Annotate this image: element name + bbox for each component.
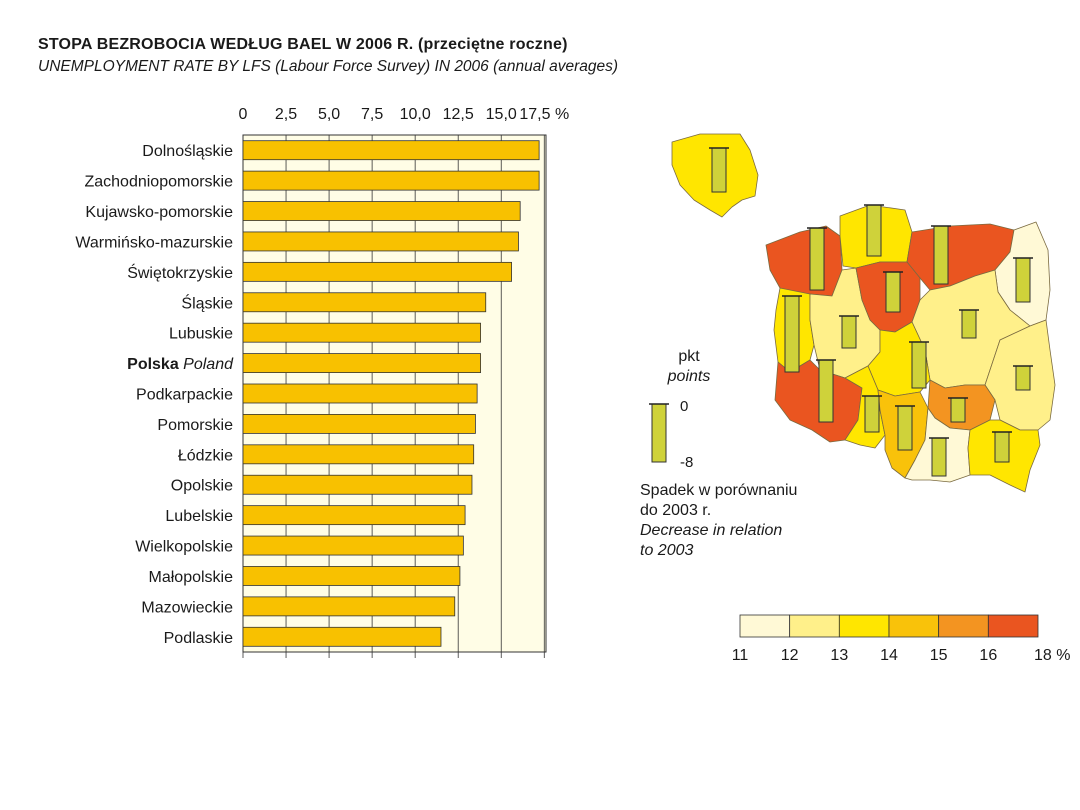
decline-bar	[712, 148, 726, 192]
chart-title: STOPA BEZROBOCIA WEDŁUG BAEL W 2006 R. (przeciętne roczne)	[38, 36, 568, 53]
category-label: Dolnośląskie	[142, 143, 233, 161]
bar	[243, 293, 486, 312]
decline-bar	[1016, 366, 1030, 390]
bar	[243, 141, 539, 160]
bar	[243, 232, 518, 251]
category-label: Warmińsko-mazurskie	[75, 234, 233, 252]
scale-tick-label: 15	[929, 647, 948, 664]
category-label: Zachodniopomorskie	[84, 173, 233, 191]
decline-bar	[898, 406, 912, 450]
x-tick-label: 12,5	[442, 106, 474, 123]
bar	[243, 202, 520, 221]
x-tick-label: 5,0	[317, 106, 341, 123]
bar-legend-caption: Spadek w porównaniu	[640, 482, 798, 499]
bar	[243, 323, 481, 342]
decline-bar	[1016, 258, 1030, 302]
scale-swatch	[988, 615, 1038, 637]
bar	[243, 597, 455, 616]
category-label: Wielkopolskie	[135, 538, 233, 556]
bar-legend-unit: pkt	[678, 348, 700, 365]
bar-legend-bottom-value: -8	[680, 454, 694, 471]
scale-swatch	[740, 615, 790, 637]
scale-tick-label: 14	[880, 647, 898, 664]
category-label: Kujawsko-pomorskie	[85, 204, 233, 222]
x-tick-label: 2,5	[274, 106, 298, 123]
map-region	[766, 226, 842, 296]
category-label: Mazowieckie	[141, 599, 233, 617]
bar	[243, 171, 539, 190]
x-tick-label: 0	[238, 106, 248, 123]
bar	[243, 384, 477, 403]
bar-legend-unit-en: points	[667, 368, 711, 385]
decline-bar	[932, 438, 946, 476]
category-label: Podlaskie	[163, 629, 233, 647]
scale-swatch	[939, 615, 989, 637]
bar-legend-top-value: 0	[680, 398, 689, 415]
category-label: Łódzkie	[177, 447, 233, 465]
bar-legend-caption: do 2003 r.	[640, 502, 712, 519]
x-tick-label: 17,5 %	[519, 106, 570, 123]
category-label: Opolskie	[170, 477, 233, 495]
bar-legend-swatch	[652, 404, 666, 462]
category-label: Pomorskie	[157, 416, 233, 434]
scale-swatch	[839, 615, 889, 637]
decline-bar	[865, 396, 879, 432]
bar	[243, 627, 441, 646]
scale-tick-label: 13	[830, 647, 849, 664]
decline-bar	[842, 316, 856, 348]
x-tick-label: 10,0	[399, 106, 431, 123]
scale-tick-label: 16	[979, 647, 998, 664]
decline-bar	[912, 342, 926, 388]
decline-bar	[995, 432, 1009, 462]
x-tick-label: 7,5	[360, 106, 384, 123]
category-label: Lubuskie	[168, 325, 233, 343]
bar-legend-caption-en: to 2003	[640, 542, 694, 559]
bar	[243, 354, 481, 373]
scale-swatch	[889, 615, 939, 637]
decline-bar	[785, 296, 799, 372]
scale-tick-label: 11	[731, 647, 749, 664]
bar	[243, 506, 465, 525]
chart-subtitle: UNEMPLOYMENT RATE BY LFS (Labour Force Survey) IN 2006 (annual averages)	[38, 58, 619, 75]
category-label: Małopolskie	[148, 568, 233, 586]
decline-bar	[962, 310, 976, 338]
bar	[243, 475, 472, 494]
decline-bar	[867, 205, 881, 256]
category-label: Polska Poland	[127, 356, 233, 374]
bar	[243, 262, 512, 281]
bar	[243, 414, 475, 433]
scale-tick-label: 18 %	[1034, 647, 1071, 664]
bar	[243, 445, 474, 464]
category-label: Podkarpackie	[136, 386, 233, 404]
bar	[243, 566, 460, 585]
x-tick-label: 15,0	[485, 106, 517, 123]
decline-bar	[951, 398, 965, 422]
decline-bar	[934, 226, 948, 284]
scale-swatch	[790, 615, 840, 637]
decline-bar	[819, 360, 833, 422]
category-label: Śląskie	[181, 295, 233, 313]
scale-tick-label: 12	[780, 647, 799, 664]
bar-legend-caption-en: Decrease in relation	[640, 522, 783, 539]
decline-bar	[886, 272, 900, 312]
bar	[243, 536, 463, 555]
decline-bar	[810, 228, 824, 290]
category-label: Świętokrzyskie	[127, 264, 233, 282]
category-label: Lubelskie	[165, 508, 233, 526]
